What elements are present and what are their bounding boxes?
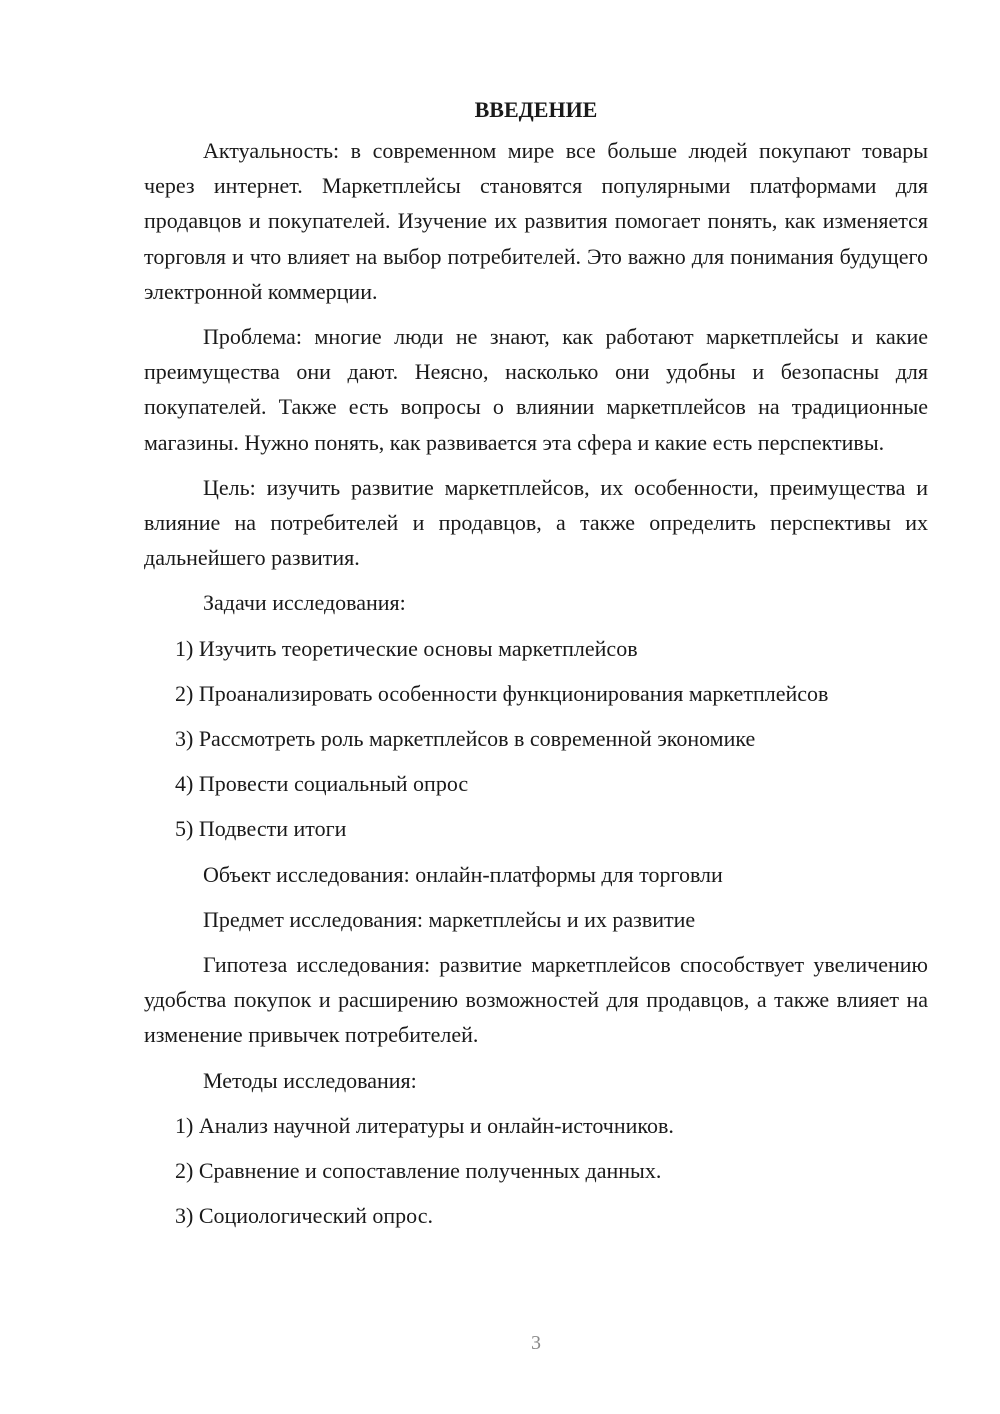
goal-paragraph: Цель: изучить развитие маркетплейсов, их особенности, преимущества и влияние на потребителей и продавцов, а также определить перспективы их дальнейшего развития. (144, 474, 928, 571)
document-page (144, 92, 928, 1243)
methods-list (144, 1108, 928, 1234)
tasks-list (144, 631, 928, 847)
tasks-heading: Задачи исследования: (203, 590, 406, 616)
task-item: 5) Подвести итоги (175, 816, 347, 842)
problem-paragraph: Проблема: многие люди не знают, как работают маркетплейсы и какие преимущества они дают. Неясно, насколько они удобны и безопасны для покупателей. Также есть вопросы о влиянии маркетплейсов на традиционные магазины. Нужно понять, как развивается эта сфера и какие есть перспективы. (144, 324, 928, 455)
task-item: 1) Изучить теоретические основы маркетплейсов (175, 635, 638, 661)
research-subject: Предмет исследования: маркетплейсы и их развитие (203, 906, 696, 932)
page-title: ВВЕДЕНИЕ (474, 97, 598, 122)
method-item: 2) Сравнение и сопоставление полученных данных. (175, 1158, 662, 1184)
task-item: 4) Провести социальный опрос (175, 771, 469, 797)
task-item: 3) Рассмотреть роль маркетплейсов в современной экономике (175, 726, 756, 752)
page-number: 3 (531, 1332, 541, 1354)
hypothesis-paragraph: Гипотеза исследования: развитие маркетплейсов способствует увеличению удобства покупок и расширению возможностей для продавцов, а также влияет на изменение привычек потребителей. (144, 952, 928, 1048)
research-object: Объект исследования: онлайн-платформы для торговли (203, 861, 723, 887)
methods-heading: Методы исследования: (203, 1067, 417, 1093)
method-item: 3) Социологический опрос. (175, 1203, 433, 1229)
task-item: 2) Проанализировать особенности функционирования маркетплейсов (175, 680, 829, 706)
relevance-paragraph: Актуальность: в современном мире все больше людей покупают товары через интернет. Маркетплейсы становятся популярными платформами для продавцов и покупателей. Изучение их развития помогает понять, как изменяется торговля и что влияет на выбор потребителей. Это важно для понимания будущего электронной коммерции. (144, 138, 928, 304)
method-item: 1) Анализ научной литературы и онлайн-источников. (175, 1112, 674, 1138)
